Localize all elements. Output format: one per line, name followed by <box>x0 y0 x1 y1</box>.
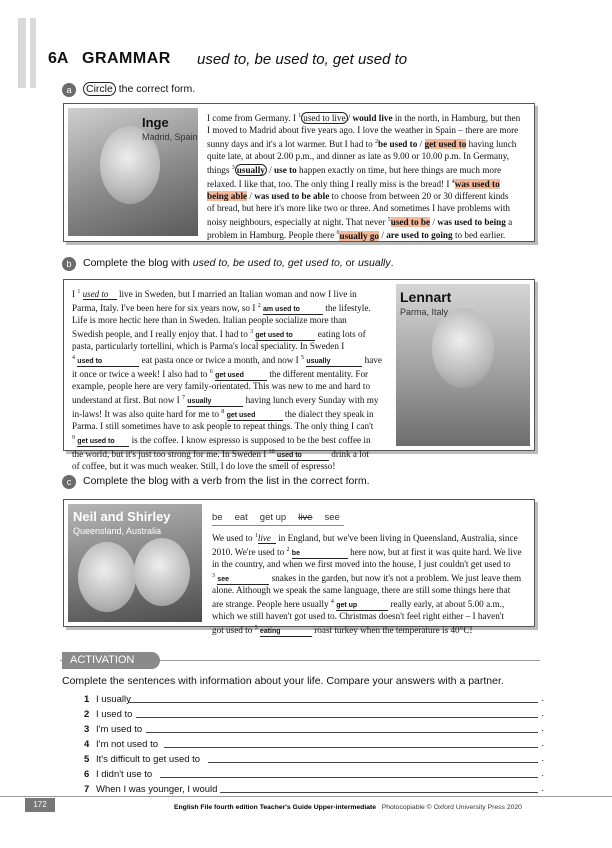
text: having lunch every Sunday with my <box>243 395 379 405</box>
neil-shirley-text <box>212 531 529 637</box>
end-mark: . <box>541 783 544 794</box>
section-b-instruction <box>83 257 394 269</box>
prompt-5[interactable] <box>84 754 544 765</box>
item-number: 2 <box>286 546 290 553</box>
item-number: 10 <box>268 449 275 456</box>
text: have <box>362 354 382 365</box>
answer-line[interactable] <box>160 777 538 778</box>
text: things <box>207 164 232 175</box>
inge-text <box>207 111 529 242</box>
prompt-number: 7 <box>84 784 90 795</box>
text: problem in Hamburg. People there <box>207 230 337 241</box>
item-number: 6 <box>209 368 213 375</box>
inge-panel <box>63 103 535 242</box>
text-line: Life is more hectic here than in Sweden. Italian people socialize more than <box>72 315 347 326</box>
example-answer: used to <box>83 290 117 300</box>
prompt-text: When I was younger, I would <box>96 784 218 795</box>
section-a-instruction <box>83 83 195 95</box>
text: / <box>417 138 425 149</box>
option-highlighted: usually go <box>339 230 380 241</box>
text: snakes in the garden, but now it's not a problem. We just leave them <box>269 573 522 583</box>
book-title: English File fourth edition Teacher's Guide Upper-intermediate <box>174 804 377 811</box>
item-number: 8 <box>221 409 225 415</box>
prompt-number: 1 <box>84 694 90 705</box>
page-title: GRAMMAR <box>82 50 171 67</box>
item-number: 2 <box>257 302 261 309</box>
answer-line[interactable] <box>128 702 538 703</box>
word-eat: eat <box>234 512 248 523</box>
text: / <box>347 113 353 124</box>
section-b-badge: b <box>62 257 76 271</box>
text: it once or twice a week! I also had to <box>72 369 210 380</box>
text-line: which we still haven't got used to. Christmas doesn't feel right either – I haven't <box>212 610 505 621</box>
prompt-number: 4 <box>84 739 90 750</box>
end-mark: . <box>541 708 544 719</box>
prompt-number: 6 <box>84 769 90 780</box>
inge-photo <box>68 108 198 236</box>
text: I <box>72 289 78 300</box>
prompt-text: It's difficult to get used to <box>96 754 201 765</box>
item-number: 1 <box>254 533 258 539</box>
lennart-name: Lennart <box>400 289 452 305</box>
activation-intro: Complete the sentences with information about your life. Compare your answers with a partner. <box>62 675 504 687</box>
item-number: 4 <box>330 598 334 605</box>
instruction-rest: the correct form. <box>115 83 196 95</box>
portrait-face <box>432 308 494 388</box>
text: really early, at about 5.00 a.m., <box>388 598 505 609</box>
prompt-text: I'm not used to <box>96 739 159 750</box>
text: the different mentality. For <box>267 369 369 380</box>
item-number: 5 <box>387 216 391 223</box>
text-line: alone. Although we speak the same language, there are still some things here that <box>212 585 511 595</box>
item-number: 1 <box>77 289 81 295</box>
circle-word: Circle <box>83 82 116 96</box>
text: eat pasta once or twice a month, and now I <box>139 354 302 365</box>
text: We used to <box>212 533 255 544</box>
answer-gap[interactable]: be <box>292 549 348 559</box>
answer-line[interactable] <box>136 717 538 718</box>
lennart-panel <box>63 279 535 472</box>
answer-gap[interactable]: used to <box>77 357 139 367</box>
answer-gap[interactable]: see <box>217 575 269 585</box>
text: / <box>266 164 275 175</box>
text-line: pasta, particularly tortellini, which is Parma's local speciality. In Sweden I <box>72 341 345 351</box>
corner-decoration <box>18 18 26 88</box>
text-line: of coffee, but it was much weaker. Still, I do love the smell of espresso! <box>72 461 336 472</box>
item-number: 1 <box>298 113 302 119</box>
answer-gap[interactable]: usually <box>187 397 243 407</box>
item-number: 3 <box>231 164 235 171</box>
answer-gap[interactable]: get used to <box>77 437 129 447</box>
text-line: quite late, at about 2.00 p.m., and dinner as late as 9.00 or 10.00 p.m. In Germany, <box>207 150 510 161</box>
text: is the coffee. I know espresso is supposed to be the best coffee in <box>129 435 371 446</box>
text: Complete the blog with <box>83 257 193 269</box>
example-answer: live <box>258 534 276 544</box>
text: Parma, Italy. I've been here for six years now, so I <box>72 303 258 314</box>
text: a <box>505 216 513 227</box>
word-get-up: get up <box>259 512 287 523</box>
item-number: 4 <box>451 178 455 185</box>
prompt-text: I usually <box>96 694 131 705</box>
end-mark: . <box>541 768 544 779</box>
text: the lifestyle. <box>322 303 371 314</box>
text: 2010. We're used to <box>212 547 287 558</box>
text: in England, but we've been living in Queensland, Australia, since <box>275 533 518 544</box>
word-see: see <box>324 512 340 523</box>
answer-line[interactable] <box>220 792 538 793</box>
text: / <box>430 216 438 227</box>
text: / <box>379 230 387 241</box>
option: are used to going <box>386 230 453 241</box>
text: the world, but it's just too strong for me. In Sweden I <box>72 449 269 460</box>
item-number: 9 <box>72 434 75 441</box>
text: in the north, in Hamburg, but then <box>392 113 521 124</box>
text: or <box>342 257 358 269</box>
activation-label: ACTIVATION <box>62 652 160 669</box>
text: understand at first. But now I <box>72 395 182 405</box>
section-c-instruction: Complete the blog with a verb from the list in the correct form. <box>83 475 370 487</box>
inge-name: Inge <box>142 115 169 130</box>
portrait-face <box>134 538 190 606</box>
item-number: 2 <box>375 138 379 145</box>
text: eating lots of <box>315 329 366 339</box>
answer-gap[interactable]: eating <box>260 627 312 637</box>
option-selected: used to live <box>303 113 346 124</box>
item-number: 3 <box>212 572 215 579</box>
lesson-code: 6A <box>48 50 69 67</box>
copyright: Photocopiable © Oxford University Press 2020 <box>381 804 522 811</box>
answer-gap[interactable]: used to <box>277 451 329 461</box>
option-selected: usually <box>236 164 265 175</box>
option: would live <box>352 113 393 124</box>
prompt-2[interactable] <box>84 709 544 720</box>
prompt-6[interactable] <box>84 769 544 780</box>
item-number: 4 <box>72 354 75 361</box>
lennart-place: Parma, Italy <box>400 307 449 317</box>
corner-decoration <box>30 18 36 88</box>
text: live in Sweden, but I married an Italian woman and now I live in <box>116 289 357 300</box>
portrait-face <box>78 542 136 612</box>
text: roast turkey when the temperature is 40°C! <box>311 624 473 635</box>
answer-gap[interactable]: get up <box>336 601 388 611</box>
page-subtitle: used to, be used to, get used to <box>197 51 408 68</box>
item-number: 3 <box>250 328 254 335</box>
end-mark: . <box>541 753 544 764</box>
neil-shirley-place: Queensland, Australia <box>73 526 162 536</box>
inge-place: Madrid, Spain <box>142 132 198 142</box>
prompt-3[interactable] <box>84 724 544 735</box>
footer-divider <box>0 796 612 797</box>
end-mark: . <box>541 738 544 749</box>
section-a-badge: a <box>62 83 76 97</box>
answer-gap[interactable]: usually <box>306 357 362 367</box>
text-line: of bread, but here it's more like two or three. And sometimes I have problems with <box>207 202 510 213</box>
footer-text <box>174 804 522 811</box>
option: was used to be able <box>254 190 330 201</box>
option-highlighted: get used to <box>424 138 467 149</box>
text-line: I moved to Madrid about five years ago. I love the weather in Spain – there are more <box>207 124 519 135</box>
end-mark: . <box>541 693 544 704</box>
word-live: live <box>298 512 313 523</box>
text-line: Parma. I still sometimes have to ask people to repeat things. The only thing I can't <box>72 421 374 432</box>
item-number: 7 <box>181 394 185 401</box>
text: to choose from between 20 or 30 different kinds <box>329 190 509 201</box>
text: are strange. People here usually <box>212 598 331 609</box>
lennart-text <box>72 287 392 473</box>
answer-gap[interactable]: get used <box>215 371 267 381</box>
end-mark: . <box>541 723 544 734</box>
text: happen exactly on time, but here things are much more <box>296 164 502 175</box>
option: use to <box>274 164 297 175</box>
answer-line[interactable] <box>208 762 538 763</box>
text: sunny days and it's a lot warmer. But I had to <box>207 138 376 149</box>
text-line: in the country, and when we first moved into the house, I just couldn't get used to <box>212 559 511 570</box>
text: I come from Germany. I <box>207 113 299 124</box>
text: here now, but at first it was quite hard. We live <box>347 547 522 558</box>
text: having lunch <box>466 138 517 149</box>
item-number: 5 <box>301 354 305 361</box>
item-number: 5 <box>254 624 258 631</box>
text: used to, be used to, get used to, <box>192 257 343 269</box>
answer-line[interactable] <box>146 732 538 733</box>
neil-shirley-name: Neil and Shirley <box>73 509 171 524</box>
prompt-text: I'm used to <box>96 724 143 735</box>
text: the dialect they speak in <box>282 409 374 420</box>
section-c-badge: c <box>62 475 76 489</box>
prompt-7[interactable] <box>84 784 544 795</box>
prompt-number: 3 <box>84 724 90 735</box>
text: got used to <box>212 624 255 635</box>
text: noisy neighbours, especially at night. That never <box>207 216 388 227</box>
prompt-text: I didn't use to <box>96 769 153 780</box>
prompt-1[interactable] <box>84 694 544 705</box>
answer-gap[interactable]: get used <box>227 411 283 421</box>
prompt-number: 2 <box>84 709 90 720</box>
text: . <box>390 257 394 269</box>
prompt-4[interactable] <box>84 739 544 750</box>
text: / <box>247 190 255 201</box>
text: drink a lot <box>328 449 369 460</box>
text: to bed earlier. <box>452 230 506 241</box>
item-number: 6 <box>336 230 340 237</box>
option: was used to being <box>437 216 506 227</box>
word-be: be <box>212 512 223 523</box>
text-line: example, people here are very family-orientated. This was new to me and hard to <box>72 381 371 392</box>
text: relaxed. I like that, too. The only thing I really miss is the bread! I <box>207 178 452 189</box>
text: usually <box>357 257 391 269</box>
text: in-laws! It was also quite hard for me to <box>72 409 222 420</box>
prompt-number: 5 <box>84 754 90 765</box>
text: Swedish people, and I really enjoy that. I had to <box>72 329 251 339</box>
answer-gap[interactable]: am used to <box>263 305 323 315</box>
word-list-underline <box>212 525 344 526</box>
option-highlighted: was used to <box>454 178 500 189</box>
option: be used to <box>378 138 418 149</box>
option-highlighted: being able <box>207 190 248 201</box>
answer-line[interactable] <box>164 747 538 748</box>
page-number: 172 <box>25 798 55 812</box>
option-highlighted: used to be <box>390 216 431 227</box>
prompt-text: I used to <box>96 709 133 720</box>
word-list <box>212 512 352 523</box>
answer-gap[interactable]: get used to <box>255 331 315 341</box>
neil-shirley-panel <box>63 499 535 635</box>
